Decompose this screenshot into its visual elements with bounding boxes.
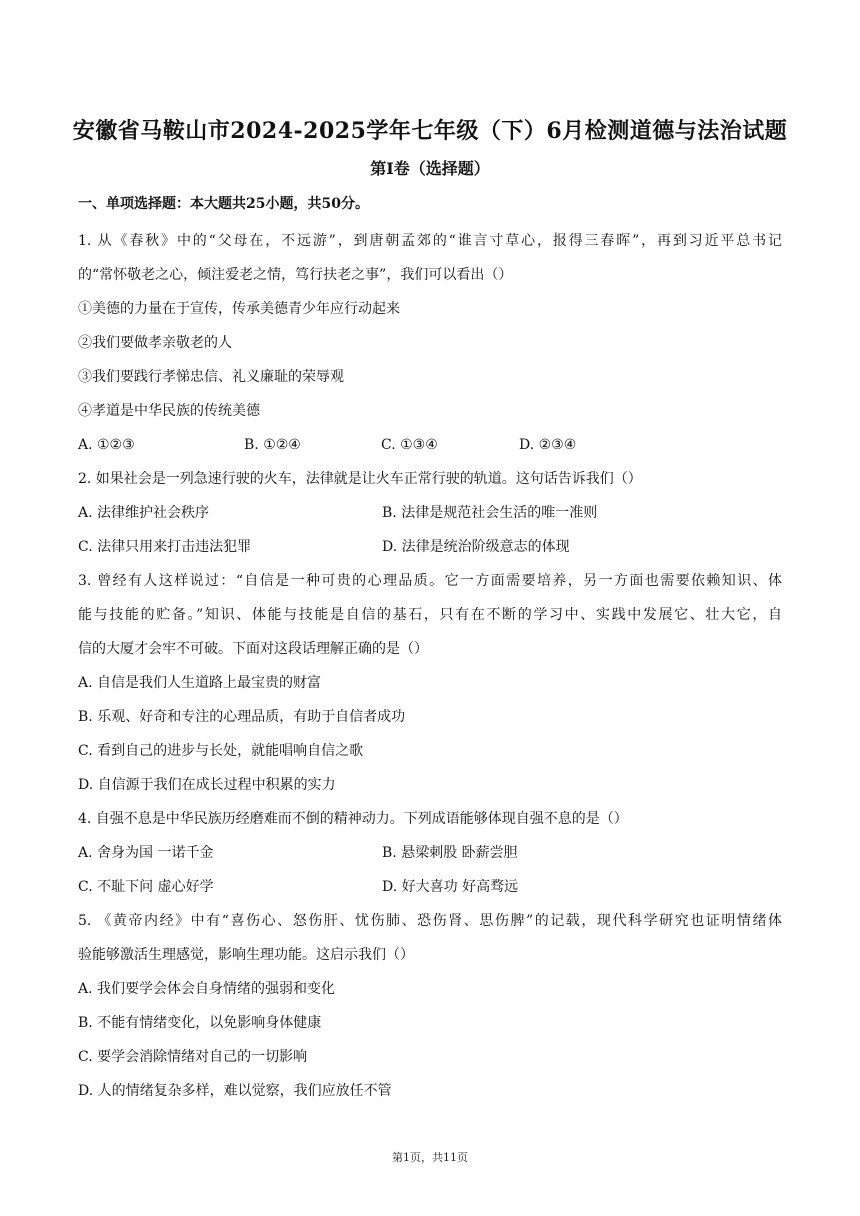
- option-b[interactable]: B. 悬梁刺股 卧薪尝胆: [382, 845, 518, 861]
- question-1: [78, 224, 782, 462]
- option-b[interactable]: B. ①②④: [244, 437, 301, 453]
- option-a[interactable]: A. 舍身为国 一诺千金: [78, 845, 214, 861]
- option-row: [78, 836, 782, 870]
- question-2: [78, 462, 782, 564]
- statement-item: ①美德的力量在于宣传，传承美德青少年应行动起来: [78, 301, 400, 317]
- question-stem-line: 5. 《黄帝内经》中有“喜伤心、怒伤肝、忧伤肺、恐伤肾、思伤脾”的记载，现代科学研究也证明情绪体: [78, 913, 782, 929]
- option-row: [78, 530, 782, 564]
- question-stem-line: 3. 曾经有人这样说过：“自信是一种可贵的心理品质。它一方面需要培养，另一方面也需要依赖知识、体: [78, 573, 782, 589]
- option-b[interactable]: B. 法律是规范社会生活的唯一准则: [382, 505, 598, 521]
- option-d[interactable]: D. 自信源于我们在成长过程中积累的实力: [78, 777, 336, 793]
- statement-item: ④孝道是中华民族的传统美德: [78, 403, 260, 419]
- question-stem-line: 信的大厦才会牢不可破。下面对这段话理解正确的是（）: [78, 641, 428, 657]
- option-a[interactable]: A. ①②③: [78, 437, 135, 453]
- option-c[interactable]: C. ①③④: [381, 437, 438, 453]
- statement-item: ②我们要做孝亲敬老的人: [78, 335, 232, 351]
- question-5: [78, 904, 782, 1108]
- option-row: [78, 428, 782, 462]
- question-stem-line: 能与技能的贮备。”知识、体能与技能是自信的基石，只有在不断的学习中、实践中发展它、壮大它，自: [78, 607, 782, 623]
- option-row: [78, 870, 782, 904]
- option-row: [78, 496, 782, 530]
- question-stem-line: 2. 如果社会是一列急速行驶的火车，法律就是让火车正常行驶的轨道。这句话告诉我们（）: [78, 471, 642, 487]
- option-d[interactable]: D. 法律是统治阶级意志的体现: [382, 539, 570, 555]
- option-a[interactable]: A. 法律维护社会秩序: [78, 505, 210, 521]
- page-footer: 第1页，共11页: [392, 1151, 468, 1164]
- option-b[interactable]: B. 乐观、好奇和专注的心理品质，有助于自信者成功: [78, 709, 406, 725]
- statement-item: ③我们要践行孝悌忠信、礼义廉耻的荣辱观: [78, 369, 344, 385]
- question-stem-line: 验能够激活生理感觉，影响生理功能。这启示我们（）: [78, 947, 414, 963]
- option-a[interactable]: A. 我们要学会体会自身情绪的强弱和变化: [78, 981, 336, 997]
- option-d[interactable]: D. 好大喜功 好高骛远: [382, 879, 519, 895]
- volume-heading: 第I卷（选择题）: [370, 159, 490, 178]
- option-c[interactable]: C. 不耻下问 虚心好学: [78, 879, 214, 895]
- question-3: [78, 564, 782, 802]
- question-stem-line: 1. 从《春秋》中的“父母在，不远游”，到唐朝孟郊的“谁言寸草心，报得三春晖”，再到习近平总书记: [78, 233, 782, 249]
- exam-title: 安徽省马鞍山市2024-2025学年七年级（下）6月检测道德与法治试题: [72, 118, 788, 144]
- section-heading: 一、单项选择题：本大题共25小题，共50分。: [78, 196, 369, 212]
- question-4: [78, 802, 782, 904]
- question-stem-line: 4. 自强不息是中华民族历经磨难而不倒的精神动力。下列成语能够体现自强不息的是（）: [78, 811, 628, 827]
- option-d[interactable]: D. 人的情绪复杂多样，难以觉察，我们应放任不管: [78, 1083, 392, 1099]
- question-stem-line: 的“常怀敬老之心，倾注爱老之情，笃行扶老之事”，我们可以看出（）: [78, 267, 513, 283]
- option-d[interactable]: D. ②③④: [519, 437, 577, 453]
- option-c[interactable]: C. 看到自己的进步与长处，就能唱响自信之歌: [78, 743, 364, 759]
- option-c[interactable]: C. 法律只用来打击违法犯罪: [78, 539, 252, 555]
- option-a[interactable]: A. 自信是我们人生道路上最宝贵的财富: [78, 675, 322, 691]
- option-b[interactable]: B. 不能有情绪变化，以免影响身体健康: [78, 1015, 322, 1031]
- option-c[interactable]: C. 要学会消除情绪对自己的一切影响: [78, 1049, 308, 1065]
